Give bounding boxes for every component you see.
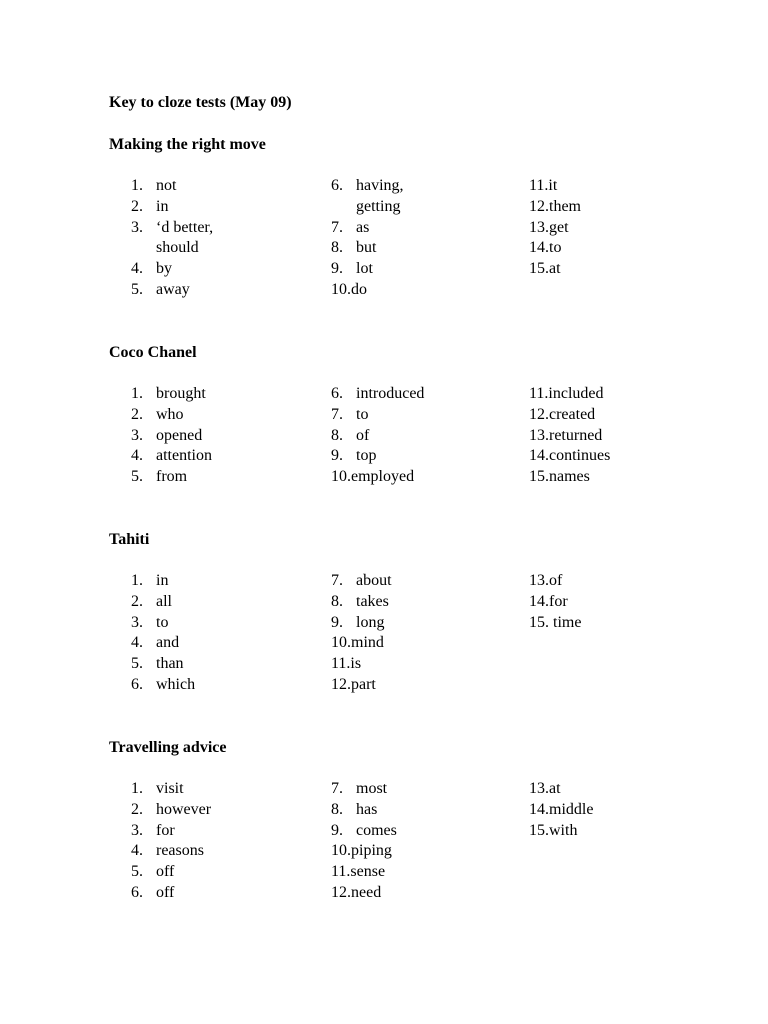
answer-number: 5.: [131, 468, 143, 486]
answer-number: 12.: [529, 197, 549, 215]
answer-number: 9.: [331, 613, 343, 631]
answer-text: to: [356, 405, 369, 423]
answer-item: [331, 675, 392, 696]
answer-item: [131, 821, 211, 842]
section-title: Coco Chanel: [109, 344, 197, 361]
answer-item: [131, 633, 195, 654]
answer-text: returned: [549, 426, 603, 444]
answer-text: most: [356, 780, 388, 797]
answer-text: as: [356, 218, 370, 236]
answer-text: to: [156, 613, 169, 631]
answer-number: 3.: [131, 613, 143, 631]
answer-number: 9.: [331, 447, 343, 465]
answer-text: away: [156, 280, 190, 298]
answer-text: mind: [351, 634, 384, 652]
answer-number: 15.: [529, 821, 549, 839]
answer-item: [131, 384, 212, 405]
answer-number: 9.: [331, 260, 343, 278]
answer-number: 10.: [331, 634, 351, 652]
answer-item: [331, 821, 397, 842]
answer-item: [131, 467, 212, 488]
answer-number: 12.: [529, 405, 549, 423]
answer-item: [131, 426, 212, 447]
answer-item: [131, 571, 195, 592]
answer-number: 13.: [529, 218, 549, 236]
answer-item: [331, 592, 392, 613]
answer-item: [131, 675, 195, 696]
answer-number: 11.: [331, 655, 351, 673]
answer-number: 7.: [331, 780, 343, 797]
answer-number: 3.: [131, 218, 143, 236]
answer-column: [529, 176, 581, 280]
answer-text: which: [156, 675, 196, 693]
answer-item: [331, 613, 392, 634]
answer-text: brought: [156, 385, 206, 402]
answer-text: names: [549, 468, 590, 486]
answer-text: with: [549, 821, 578, 839]
answer-item: [331, 197, 404, 218]
answer-column: [131, 779, 211, 904]
answer-item: [529, 467, 610, 488]
answer-number: 13.: [529, 572, 549, 589]
answer-text: piping: [351, 842, 392, 860]
answer-number: 15.: [529, 613, 549, 631]
answer-text: all: [156, 592, 172, 610]
section-title: Travelling advice: [109, 739, 227, 756]
answer-number: 2.: [131, 800, 143, 818]
answer-item: [529, 446, 610, 467]
answer-text: at: [549, 780, 561, 797]
answer-number: 1.: [131, 177, 143, 194]
answer-number: 3.: [131, 426, 143, 444]
answer-item: [131, 405, 212, 426]
answer-text: however: [156, 800, 212, 818]
answer-number: 4.: [131, 447, 143, 465]
answer-item: [131, 446, 212, 467]
answer-text: introduced: [356, 385, 425, 402]
answer-text: middle: [549, 800, 594, 818]
answer-number: 6.: [331, 385, 343, 402]
answer-number: 8.: [331, 800, 343, 818]
answer-text: about: [356, 572, 392, 589]
answer-text: of: [549, 572, 563, 589]
answer-number: 1.: [131, 780, 143, 797]
answer-number: 2.: [131, 592, 143, 610]
answer-item: [331, 405, 424, 426]
answer-number: 7.: [331, 572, 343, 589]
answer-column: [529, 779, 593, 841]
answer-item: [131, 218, 213, 239]
answer-text: top: [356, 447, 377, 465]
page-title: Key to cloze tests (May 09): [109, 94, 292, 111]
answer-column: [331, 384, 424, 488]
answer-text: in: [156, 572, 169, 589]
answer-column: [131, 176, 213, 301]
answer-number: 6.: [131, 883, 143, 901]
answer-item: [529, 613, 581, 634]
answer-text: and: [156, 634, 180, 652]
answer-text: getting: [356, 197, 401, 215]
answer-column: [331, 176, 404, 301]
answer-column: [131, 384, 212, 488]
answer-text: need: [351, 883, 382, 901]
answer-item: [331, 862, 397, 883]
answer-number: 10.: [331, 468, 351, 486]
answer-column: [131, 571, 195, 696]
answer-text: them: [549, 197, 581, 215]
answer-item: [331, 467, 424, 488]
answer-item: [331, 176, 404, 197]
section-title: Tahiti: [109, 531, 150, 548]
answer-number: 15.: [529, 468, 549, 486]
answer-number: 11.: [529, 385, 549, 402]
answer-column: [331, 571, 392, 696]
answer-text: opened: [156, 426, 203, 444]
answer-number: 2.: [131, 197, 143, 215]
answer-text: created: [549, 405, 596, 423]
answer-number: 5.: [131, 863, 143, 881]
answer-column: [529, 571, 581, 633]
answer-number: 9.: [331, 821, 343, 839]
answer-number: 7.: [331, 405, 343, 423]
answer-number: 10.: [331, 280, 351, 298]
answer-item: [331, 841, 397, 862]
answer-item: [331, 384, 424, 405]
answer-column: [331, 779, 397, 904]
answer-number: 10.: [331, 842, 351, 860]
answer-item: [331, 779, 397, 800]
answer-item: [529, 405, 610, 426]
answer-item: [131, 238, 213, 259]
answer-item: [131, 779, 211, 800]
answer-text: by: [156, 260, 172, 278]
answer-text: in: [156, 197, 169, 215]
answer-number: 7.: [331, 218, 343, 236]
answer-text: visit: [156, 780, 184, 797]
answer-text: takes: [356, 592, 389, 610]
answer-item: [331, 426, 424, 447]
answer-number: 1.: [131, 572, 143, 589]
answer-text: part: [351, 675, 376, 693]
answer-number: 4.: [131, 260, 143, 278]
answer-number: 8.: [331, 592, 343, 610]
answer-item: [331, 259, 404, 280]
answer-text: having,: [356, 177, 404, 194]
answer-item: [529, 218, 581, 239]
answer-text: it: [548, 177, 558, 194]
answer-item: [331, 883, 397, 904]
answer-item: [331, 654, 392, 675]
answer-text: off: [156, 883, 175, 901]
answer-item: [529, 197, 581, 218]
answer-item: [529, 571, 581, 592]
answer-item: [331, 238, 404, 259]
answer-text: than: [156, 655, 184, 673]
answer-text: should: [156, 239, 199, 257]
answer-text: who: [156, 405, 184, 423]
answer-item: [131, 280, 213, 301]
answer-number: 3.: [131, 821, 143, 839]
answer-number: 2.: [131, 405, 143, 423]
answer-number: 11.: [331, 863, 351, 881]
answer-text: long: [356, 613, 385, 631]
section-title: Making the right move: [109, 136, 266, 153]
answer-item: [131, 197, 213, 218]
answer-number: 13.: [529, 780, 549, 797]
answer-number: 8.: [331, 426, 343, 444]
answer-item: [131, 654, 195, 675]
answer-item: [331, 633, 392, 654]
answer-number: 11.: [529, 177, 549, 194]
answer-item: [529, 238, 581, 259]
answer-item: [529, 821, 593, 842]
answer-item: [131, 592, 195, 613]
answer-number: 6.: [331, 177, 343, 194]
answer-item: [529, 384, 610, 405]
answer-number: 8.: [331, 239, 343, 257]
answer-text: for: [549, 592, 568, 610]
answer-item: [331, 571, 392, 592]
answer-text: sense: [350, 863, 386, 881]
answer-item: [331, 446, 424, 467]
answer-item: [529, 592, 581, 613]
answer-item: [131, 800, 211, 821]
answer-text: time: [549, 613, 582, 631]
answer-number: 5.: [131, 280, 143, 298]
answer-number: 1.: [131, 385, 143, 402]
answer-text: employed: [351, 468, 415, 486]
answer-number: 4.: [131, 634, 143, 652]
answer-number: 12.: [331, 675, 351, 693]
answer-text: not: [156, 177, 177, 194]
answer-column: [529, 384, 610, 488]
answer-item: [529, 259, 581, 280]
answer-item: [331, 218, 404, 239]
answer-number: 14.: [529, 239, 549, 257]
answer-text: continues: [549, 447, 611, 465]
answer-number: 4.: [131, 842, 143, 860]
answer-number: 6.: [131, 675, 143, 693]
answer-number: 12.: [331, 883, 351, 901]
answer-text: included: [548, 385, 604, 402]
answer-item: [131, 883, 211, 904]
answer-item: [529, 176, 581, 197]
answer-item: [131, 862, 211, 883]
answer-text: comes: [356, 821, 397, 839]
answer-text: reasons: [156, 842, 204, 860]
answer-text: of: [356, 426, 370, 444]
answer-text: attention: [156, 447, 212, 465]
answer-item: [131, 841, 211, 862]
answer-text: ‘d better,: [156, 218, 214, 236]
answer-item: [331, 800, 397, 821]
answer-text: at: [549, 260, 561, 278]
answer-text: but: [356, 239, 377, 257]
answer-text: get: [549, 218, 569, 236]
answer-item: [331, 280, 404, 301]
answer-item: [529, 800, 593, 821]
answer-number: 15.: [529, 260, 549, 278]
answer-item: [131, 613, 195, 634]
answer-item: [529, 779, 593, 800]
answer-text: lot: [356, 260, 373, 278]
answer-text: from: [156, 468, 188, 486]
answer-text: off: [156, 863, 175, 881]
answer-text: do: [351, 280, 367, 298]
answer-item: [131, 176, 213, 197]
answer-number: 14.: [529, 800, 549, 818]
answer-text: for: [156, 821, 175, 839]
answer-item: [131, 259, 213, 280]
answer-text: is: [350, 655, 362, 673]
answer-text: has: [356, 800, 378, 818]
answer-number: 13.: [529, 426, 549, 444]
answer-text: to: [549, 239, 562, 257]
answer-number: 14.: [529, 592, 549, 610]
answer-number: 14.: [529, 447, 549, 465]
answer-number: 5.: [131, 655, 143, 673]
answer-item: [529, 426, 610, 447]
